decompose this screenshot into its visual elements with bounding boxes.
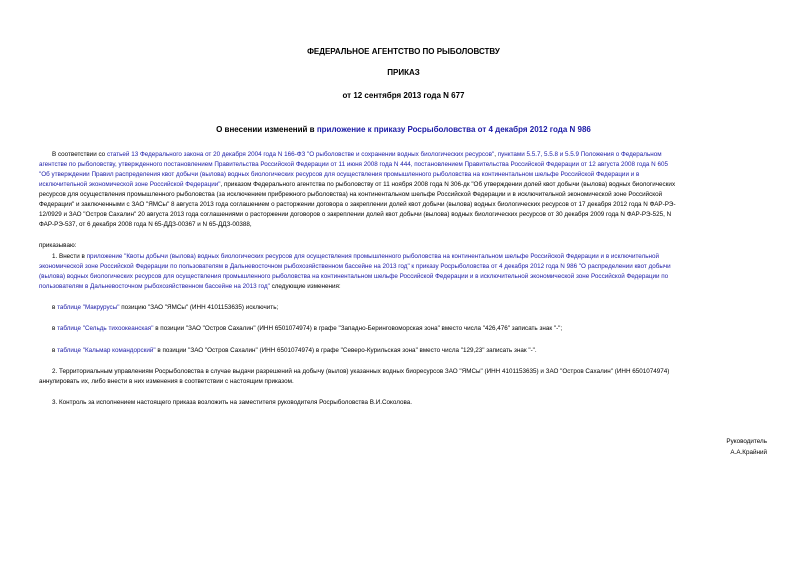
table-herring-link[interactable]: таблице "Сельдь тихоокеанская" <box>57 325 154 332</box>
preamble-line-3[interactable]: "Об утверждении Правил распределения квот добычи (вылова) водных биологических ресурсов для осуществления промышленного рыболовства на континентальном шельфе Российской Федерации и в <box>39 171 640 178</box>
table-squid-link[interactable]: таблице "Кальмар командорский" <box>57 347 156 354</box>
change-text: в <box>52 347 58 354</box>
regulation-points-link[interactable]: пунктами 5.5.7, 5.5.8 и 5.5.9 Положения о Федеральном <box>497 151 662 158</box>
signature-name: А.А.Крайний <box>730 449 767 456</box>
preamble-line-8: ФАР-РЭ-537, от 6 декабря 2008 года N 65-ДДЗ-00367 и N 65-ДДЗ-00388, <box>39 221 252 228</box>
agency-heading: ФЕДЕРАЛЬНОЕ АГЕНТСТВО ПО РЫБОЛОВСТВУ <box>307 47 500 56</box>
preamble-line-4 <box>39 180 769 190</box>
change-item <box>52 303 769 313</box>
change-text: в позиции "ЗАО "Остров Сахалин" (ИНН 6501074974) в графе "Северо-Курильская зона" вместо числа "129,23" записать знак "-". <box>155 347 537 354</box>
item-2-line-2: аннулировать их, либо внести в них изменения в соответствии с настоящим приказом. <box>39 378 294 385</box>
title-prefix: О внесении изменений в <box>216 125 317 134</box>
appendix-link-end[interactable]: пользователям в Дальневосточном рыбохозяйственном бассейне на 2013 год" <box>39 283 270 290</box>
appendix-link[interactable]: приложение "Квоты добычи (вылова) водных биологических ресурсов для осуществления промышленного рыболовства на континентальном шельфе Российской Федерации и в исключительной <box>86 253 660 260</box>
change-text: в <box>52 304 58 311</box>
preamble-line-2[interactable]: агентстве по рыболовству, утвержденного постановлением Правительства Российской Федерации от 11 июня 2008 года N 444, постановлением Правительства Российской Федерации от 12 августа 2008 года N 605 <box>39 161 668 168</box>
document-title <box>0 125 807 134</box>
item-3: 3. Контроль за исполнением настоящего приказа возложить на заместителя руководителя Росрыболовства В.И.Соколова. <box>52 399 413 406</box>
preamble-line-7: 12/0929 и ЗАО "Остров Сахалин" 20 августа 2013 года соглашениями о расторжении договоров о закреплении долей квот добычи (вылова) водных биологических ресурсов от 30 декабря 2009 года N ФАР-РЭ-525, N <box>39 211 672 218</box>
title-link[interactable]: приложение к приказу Росрыболовства от 4 декабря 2012 года N 986 <box>316 125 591 134</box>
date-number-heading: от 12 сентября 2013 года N 677 <box>342 91 465 100</box>
item-1-line-2[interactable]: экономической зоне Российской Федерации по пользователям в Дальневосточном рыбохозяйственном бассейне на 2013 год" к приказу Росрыболовства от 4 декабря 2012 года N 986 "О распределении квот добычи <box>39 263 671 270</box>
order-word: приказываю: <box>39 242 77 249</box>
item-2-line-1: 2. Территориальным управлениям Росрыболовства в случае выдачи разрешений на добычу (вылов) указанных водных биоресурсов ЗАО "ЯМСы" (ИНН 4101153635) и ЗАО "Остров Сахалин" (ИНН 6501074974) <box>52 368 670 375</box>
change-text: позицию "ЗАО "ЯМСы" (ИНН 4101153635) исключить; <box>119 304 279 311</box>
preamble-line-1 <box>52 150 769 160</box>
signature-position: Руководитель <box>726 438 767 445</box>
preamble-line-6: Федерации" и заключенными с ЗАО "ЯМСы" 8 августа 2013 года соглашением о расторжении договора о закреплении долей квот добычи (вылова) водных биологических ресурсов от 17 декабря 2012 года N ФАР-РЭ- <box>39 201 676 208</box>
table-macrourus-link[interactable]: таблице "Макрурусы" <box>57 304 120 311</box>
preamble-text: , приказом Федерального агентства по рыболовству от 11 ноября 2008 года N 306-дк "Об утверждении долей квот добычи (вылова) водных биологических <box>220 181 676 188</box>
item-1-text: 1. Внести в <box>52 253 87 260</box>
preamble-line-5: ресурсов для осуществления промышленного рыболовства (за исключением прибрежного рыболовства) на континентальном шельфе Российской Федерации и в исключительной экономической зоне Российской <box>39 191 663 198</box>
change-item <box>52 324 769 334</box>
law-article-link[interactable]: статьей 13 Федерального закона от 20 декабря 2004 года N 166-ФЗ "О рыболовстве и сохранении водных биологических ресурсов" <box>106 151 495 158</box>
zone-link[interactable]: исключительной экономической зоне Российской Федерации" <box>39 181 221 188</box>
item-1-text: следующие изменения: <box>269 283 341 290</box>
change-text: в <box>52 325 58 332</box>
change-text: в позиции "ЗАО "Остров Сахалин" (ИНН 6501074974) в графе "Западно-Беринговоморская зона" вместо числа "426,476" записать знак "-"; <box>153 325 563 332</box>
change-item <box>52 346 769 356</box>
item-1-line-3[interactable]: (вылова) водных биологических ресурсов для осуществления промышленного рыболовства на континентальном шельфе Российской Федерации и в исключительной экономической зоне Российской Федерации по <box>39 273 669 280</box>
preamble-text: В соответствии со <box>52 151 107 158</box>
item-1-line-1 <box>52 252 769 262</box>
preamble-text: , <box>494 151 498 158</box>
doc-type-heading: ПРИКАЗ <box>387 68 420 77</box>
item-1-line-4 <box>39 282 769 292</box>
